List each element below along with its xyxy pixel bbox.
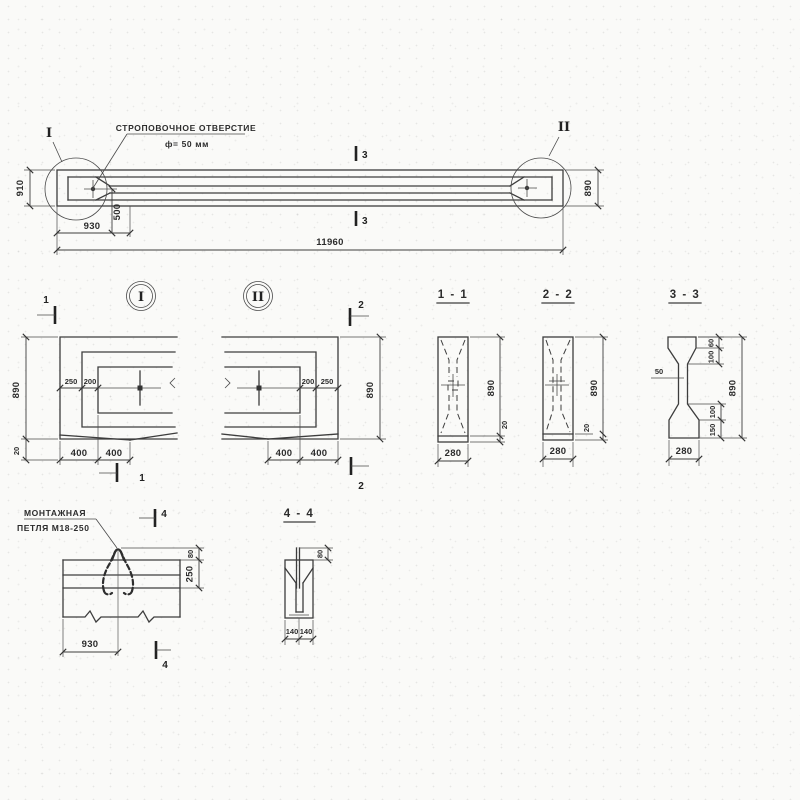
cut-mark-4-bottom <box>156 641 171 671</box>
elevation-view <box>15 120 604 255</box>
dim-label: 400 <box>275 448 293 459</box>
dim-bottom-segments <box>268 415 338 465</box>
dim-label: 890 <box>589 379 600 397</box>
loop-label-line1: МОНТАЖНАЯ <box>24 508 87 518</box>
dim-label: 890 <box>11 381 22 399</box>
dim-protrusion <box>300 548 333 560</box>
dim-label: 140 <box>299 627 313 636</box>
dim-label: 250 <box>64 377 78 386</box>
dim-label: 11960 <box>316 237 344 248</box>
dim-label: 80 <box>315 549 325 559</box>
dim-label: 80 <box>186 549 195 559</box>
dim-label: 930 <box>81 639 99 650</box>
cut-label: 2 <box>358 481 364 492</box>
dim-label: 500 <box>112 203 123 221</box>
cut-label: 1 <box>43 295 49 306</box>
dim-label: 400 <box>310 448 328 459</box>
dim-height <box>340 337 386 439</box>
cut-label: 4 <box>162 660 168 671</box>
dim-loop-offset <box>63 619 118 657</box>
dim-label: 250 <box>184 565 196 583</box>
dim-label: 100 <box>708 405 717 419</box>
section-title: 3 - 3 <box>669 289 701 301</box>
strop-hole-callout <box>93 123 256 188</box>
cut-label: 4 <box>161 509 167 520</box>
section-1-1-view <box>437 289 509 467</box>
dim-label: 200 <box>301 377 315 386</box>
dim-label: 400 <box>105 448 123 459</box>
strop-hole-left <box>84 180 103 198</box>
dim-label: 400 <box>70 448 88 459</box>
cut-mark-3-bottom <box>356 211 368 227</box>
dim-height <box>575 337 608 440</box>
section-2-2-view <box>542 289 608 467</box>
dim-label: 20 <box>12 446 21 456</box>
section-title: 4 - 4 <box>283 508 315 520</box>
detail-i-view <box>11 282 177 485</box>
cut-mark-1-top <box>37 295 55 324</box>
section-3-3-view <box>651 289 747 466</box>
detail-bubble-i: I <box>137 290 145 305</box>
dim-bottom-segments <box>60 415 130 465</box>
detail-ii-view <box>222 282 386 493</box>
dim-label: 930 <box>83 221 101 232</box>
callout-line1: СТРОПОВОЧНОЕ ОТВЕРСТИЕ <box>115 123 257 133</box>
dim-label: 100 <box>706 350 716 364</box>
dim-label: 280 <box>549 446 567 457</box>
i-beam-outline <box>668 337 699 438</box>
cut-mark-2-bottom <box>351 457 369 492</box>
dim-label: 890 <box>727 379 739 397</box>
cut-mark-2-top <box>350 300 369 326</box>
loop-label-line2: ПЕТЛЯ М18-250 <box>17 523 90 533</box>
cut-label: 2 <box>358 300 364 311</box>
dim-label-web: 50 <box>654 367 664 376</box>
section-title: 2 - 2 <box>542 289 574 301</box>
section-title: 1 - 1 <box>437 289 469 301</box>
loop-detail-view <box>17 508 204 671</box>
dim-height <box>698 337 747 438</box>
dim-height <box>470 337 509 442</box>
detail-mark-right: II <box>557 120 571 135</box>
dim-label: 250 <box>320 377 334 386</box>
dim-widths <box>285 618 313 645</box>
dim-width <box>438 444 468 467</box>
dim-total-length <box>57 203 563 255</box>
strop-hole-right <box>518 179 537 197</box>
dim-label: 150 <box>708 423 717 437</box>
cut-mark-4-top <box>139 509 167 527</box>
callout-line2: ф= 50 мм <box>165 139 209 149</box>
dim-height <box>11 337 58 460</box>
cut-label: 3 <box>362 216 368 227</box>
dim-label: 890 <box>486 379 497 397</box>
cut-mark-1-bottom <box>99 463 145 484</box>
dim-label: 200 <box>83 377 97 386</box>
dim-label: 910 <box>15 179 26 197</box>
dim-label: 20 <box>500 420 509 430</box>
dim-label: 280 <box>675 446 693 457</box>
detail-bubble-ii: II <box>251 290 265 305</box>
dim-height-left <box>15 170 55 206</box>
dim-label: 280 <box>444 448 462 459</box>
dim-label: 20 <box>582 423 591 433</box>
cut-mark-3-top <box>356 146 368 161</box>
dim-label: 140 <box>285 627 299 636</box>
detail-mark-left: I <box>45 126 53 141</box>
dim-label: 890 <box>583 179 594 197</box>
section-4-4-view <box>284 508 333 645</box>
dim-width <box>669 440 699 466</box>
cut-label: 1 <box>139 473 145 484</box>
dim-bottom-stack <box>688 404 727 438</box>
dim-top-stack <box>688 337 725 364</box>
dim-width <box>543 442 573 467</box>
dim-label: 60 <box>706 338 716 348</box>
cut-label: 3 <box>362 150 368 161</box>
dim-label: 890 <box>365 381 376 399</box>
